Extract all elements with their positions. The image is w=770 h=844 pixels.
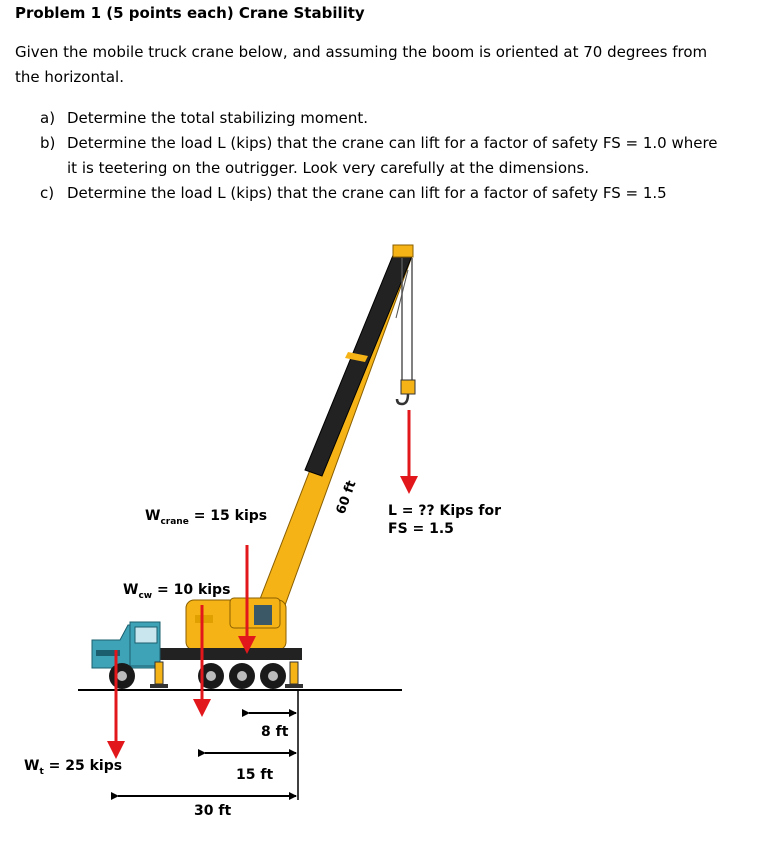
load-label-line2: FS = 1.5 [388,521,454,537]
problem-intro: Given the mobile truck crane below, and assuming the boom is oriented at 70 degrees from the horizontal. [15,43,708,86]
w-t-value: = 25 kips [48,758,123,774]
w-crane-label [145,508,267,527]
w-crane-symbol: W [145,508,161,524]
dim-15ft-label: 15 ft [236,767,274,783]
question-marker: a) [40,109,56,127]
question-text: Determine the total stabilizing moment. [67,109,369,127]
question-marker: b) [40,134,56,152]
load-label-line1: L = ?? Kips for [388,503,502,519]
w-t-label [24,758,122,777]
w-cw-label [123,582,230,601]
dim-30ft-label: 30 ft [194,803,232,819]
w-t-subscript: t [39,766,44,777]
w-cw-subscript: cw [138,590,153,601]
w-crane-value: = 15 kips [193,508,268,524]
question-marker: c) [40,184,55,202]
w-crane-subscript: crane [160,516,189,527]
problem-title: Problem 1 (5 points each) Crane Stability [15,4,365,22]
hook-icon [397,394,408,404]
w-cw-value: = 10 kips [156,582,231,598]
dim-8ft-label: 8 ft [261,724,289,740]
w-cw-symbol: W [123,582,139,598]
question-text: Determine the load L (kips) that the crane can lift for a factor of safety FS = 1.0 where it is teetering on the outrigger. Look very carefully at the dimensions. [67,134,718,177]
boom-length-label: 60 ft [333,478,360,517]
w-t-symbol: W [24,758,40,774]
question-text: Determine the load L (kips) that the crane can lift for a factor of safety FS = 1.5 [67,184,667,202]
crane-boom [248,245,413,630]
